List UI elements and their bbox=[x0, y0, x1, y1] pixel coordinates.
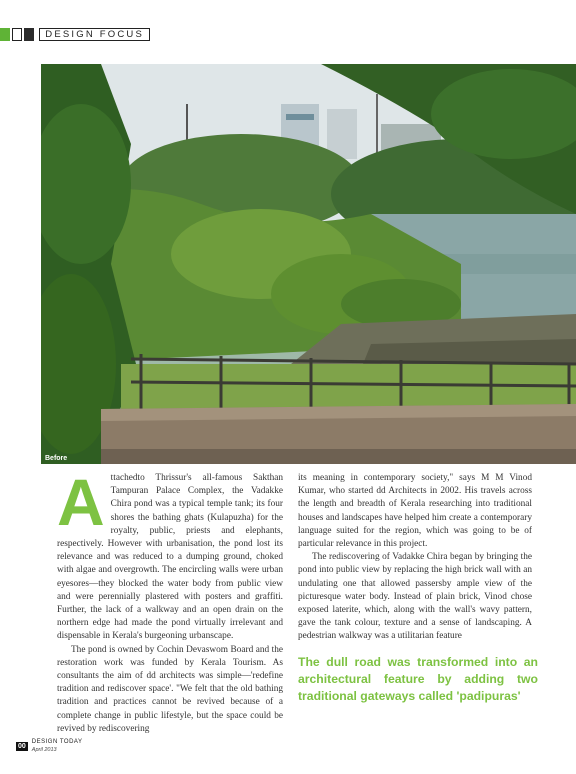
section-label: DESIGN FOCUS bbox=[39, 28, 150, 41]
paragraph bbox=[57, 465, 283, 644]
footer-text bbox=[32, 738, 83, 754]
magazine-name: DESIGN TODAY bbox=[31, 739, 83, 745]
paragraph: its meaning in contemporary society," says M M Vinod Kumar, who started dd Architects in 2002. His travels across the length and breadth of Kerala researching into traditional houses and landscapes have helped him create a contemporary language suited for the region, which was going to be of particular relevance in this project. bbox=[298, 473, 532, 550]
page-footer bbox=[16, 738, 82, 754]
photo-caption: Before bbox=[45, 455, 68, 462]
drop-cap: A bbox=[57, 465, 105, 539]
article-column-1 bbox=[57, 465, 283, 736]
page-number: 00 bbox=[18, 742, 26, 750]
header-square-white bbox=[12, 28, 22, 41]
paragraph: The rediscovering of Vadakke Chira began by bringing the pond into public view by replacing the high brick wall with an undulating one that allowed passersby ample view of the picturesque water body. Instead of plain brick, Vinod chose exposed laterite, which, along with the wall's wavy pattern, gave the tank colour, texture and a sense of landscaping. A pedestrian walkway was a utilitarian feature bbox=[298, 552, 532, 642]
header-square-black bbox=[24, 28, 34, 41]
section-header bbox=[0, 27, 150, 41]
pull-quote: The dull road was transformed into an architectural feature by adding two traditional gateways called 'padipuras' bbox=[298, 655, 538, 703]
paragraph: The pond is owned by Cochin Devaswom Board and the restoration work was funded by Kerala Tourism. As consultants the aim of dd architects was simple—'redefine tradition and rediscover space'. "We felt that the old bathing tradition and practices cannot be revived because of a complete change in public lifestyle, but the space could be revived by rediscovering bbox=[57, 644, 283, 734]
article-column-2 bbox=[298, 472, 532, 644]
issue-date: April 2013 bbox=[31, 747, 57, 753]
paragraph-text: ttachedto Thrissur's all-famous Sakthan Tampuran Palace Complex, the Vadakke Chira pond was a typical temple tank; its four shores the bathing ghats (Kulapuzha) for the royalty, public, priests and elephants, respectively. However with urbanisation, the pond lost its relevance and was reduced to a dumping ground, choked with algae and overgrowth. The encircling walls were urban eyesores—they blocked the water body from public view and were perennially plastered with posters and graffiti. Further, the lack of a walkway and an open drain on the northern edge had made the pond virtually irrelevant and dispensable in Kerala's burgeoning urbanscape. bbox=[57, 473, 283, 642]
pond-photo bbox=[41, 64, 576, 464]
header-square-green bbox=[0, 28, 10, 41]
pond-illustration bbox=[41, 64, 576, 464]
